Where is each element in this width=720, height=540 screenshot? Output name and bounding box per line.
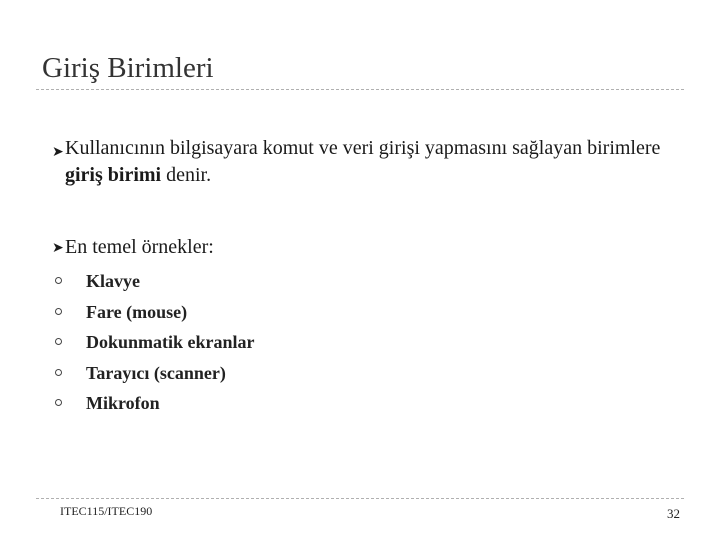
hollow-circle-bullet-icon [55,308,62,315]
example-label: Klavye [86,271,140,291]
bullet-definition [65,135,665,189]
footer-divider [36,498,684,499]
definition-text-start: Kullanıcının bilgisayara komut ve veri girişi yapmasını sağlayan birimlere [65,137,661,159]
slide-title: Giriş Birimleri [42,52,214,84]
hollow-circle-bullet-icon [55,369,62,376]
footer-course-code: ITEC115/ITEC190 [60,504,153,518]
example-label: Fare (mouse) [86,301,188,322]
hollow-circle-bullet-icon [55,338,62,345]
example-label: Tarayıcı (scanner) [86,362,226,383]
hollow-circle-bullet-icon [55,399,62,406]
hollow-circle-bullet-icon [55,277,62,284]
definition-text-end: denir. [161,164,212,186]
title-divider [36,89,684,90]
bullet-examples-heading: En temel örnekler: [65,236,214,258]
definition-term: giriş birimi [65,164,162,186]
arrowhead-bullet-icon: ➤ [52,241,64,256]
page-number: 32 [667,506,680,521]
arrowhead-bullet-icon: ➤ [52,145,64,160]
example-label: Mikrofon [86,393,160,413]
example-label: Dokunmatik ekranlar [86,332,255,352]
